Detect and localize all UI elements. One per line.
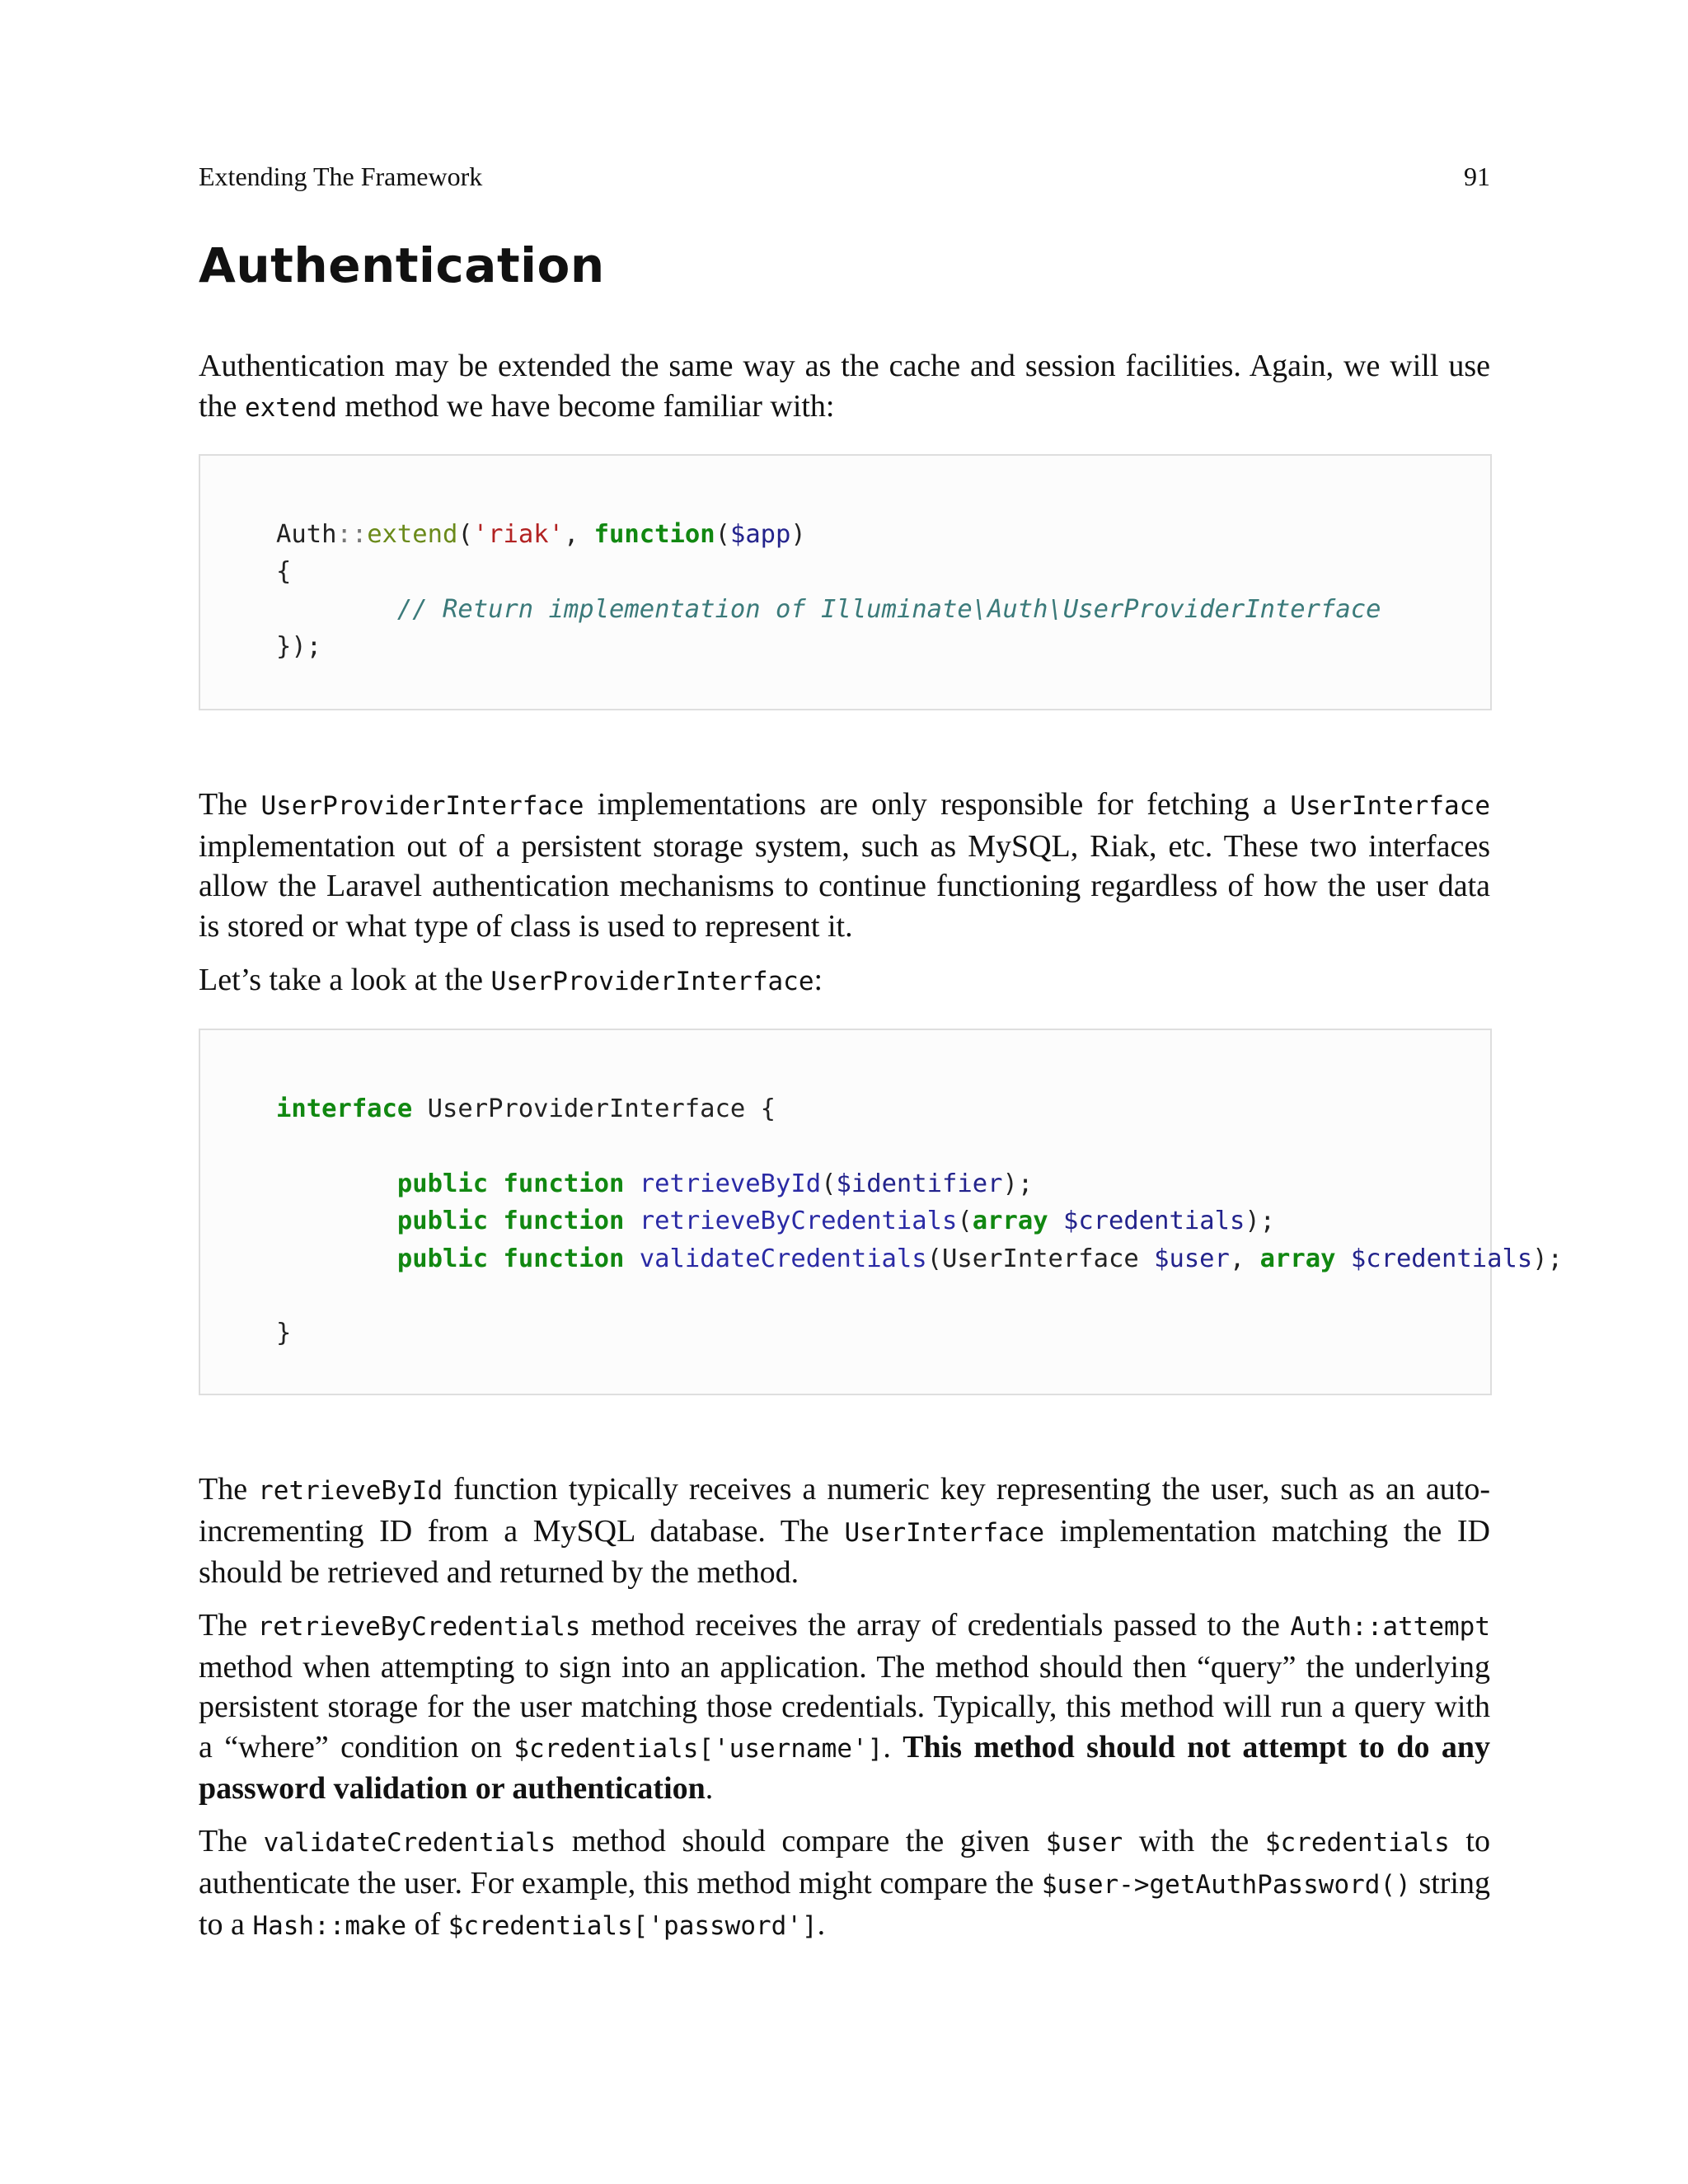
paragraph-retrieve-by-id: The retrieveById function typically receives a numeric key representing the user, such as an auto-incrementing ID from a MySQL database. The UserInterface implementation matching the ID should be retrieved and returned by the method. xyxy=(199,1472,1490,1590)
code-listing: Auth::extend('riak', function($app) { // Return implementation of Illuminate\Auth\UserProviderInterface }); xyxy=(276,520,1381,662)
page-number: 91 xyxy=(1464,162,1490,191)
paragraph-provider-interface: The UserProviderInterface implementations are only responsible for fetching a UserInterface implementation out of a persistent storage system, such as MySQL, Riak, etc. These two interfaces allow the Laravel authentication mechanisms to continue functioning regardless of how the user data is stored or what type of class is used to represent it. xyxy=(199,787,1490,944)
code-listing: interface UserProviderInterface { public function retrieveById($identifier); public function retrieveByCredentials(array $credentials); public function validateCredentials(UserInterface $user, array $credentials); } xyxy=(276,1094,1563,1348)
running-title: Extending The Framework xyxy=(199,162,483,191)
bold-warning: This method should not attempt to do any password validation or authentication xyxy=(199,1729,1491,1806)
paragraph-validate-credentials: The validateCredentials method should compare the given $user with the $credentials to authenticate the user. For example, this method might compare the $user->getAuthPassword() string to a Hash::make of $credentials['password']. xyxy=(199,1824,1490,1942)
code-block-user-provider-interface xyxy=(199,1029,1563,1395)
code-block-auth-extend xyxy=(199,454,1492,710)
section-title: Authentication xyxy=(199,237,605,293)
page-header xyxy=(199,162,1490,198)
intro-paragraph: Authentication may be extended the same way as the cache and session facilities. Again, we will use the extend method we have become familiar with: xyxy=(199,349,1490,424)
paragraph-lets-look: Let’s take a look at the UserProviderInterface: xyxy=(199,963,823,997)
inline-code: extend xyxy=(244,392,337,423)
paragraph-retrieve-by-credentials: The retrieveByCredentials method receives the array of credentials passed to the Auth::attempt method when attempting to sign into an application. The method should then “query” the underlying persistent storage for the user matching those credentials. Typically, this method will run a query with a “where” condition on $credentials['username']. This method should not attempt to do any password validation or authentication. xyxy=(199,1608,1491,1806)
